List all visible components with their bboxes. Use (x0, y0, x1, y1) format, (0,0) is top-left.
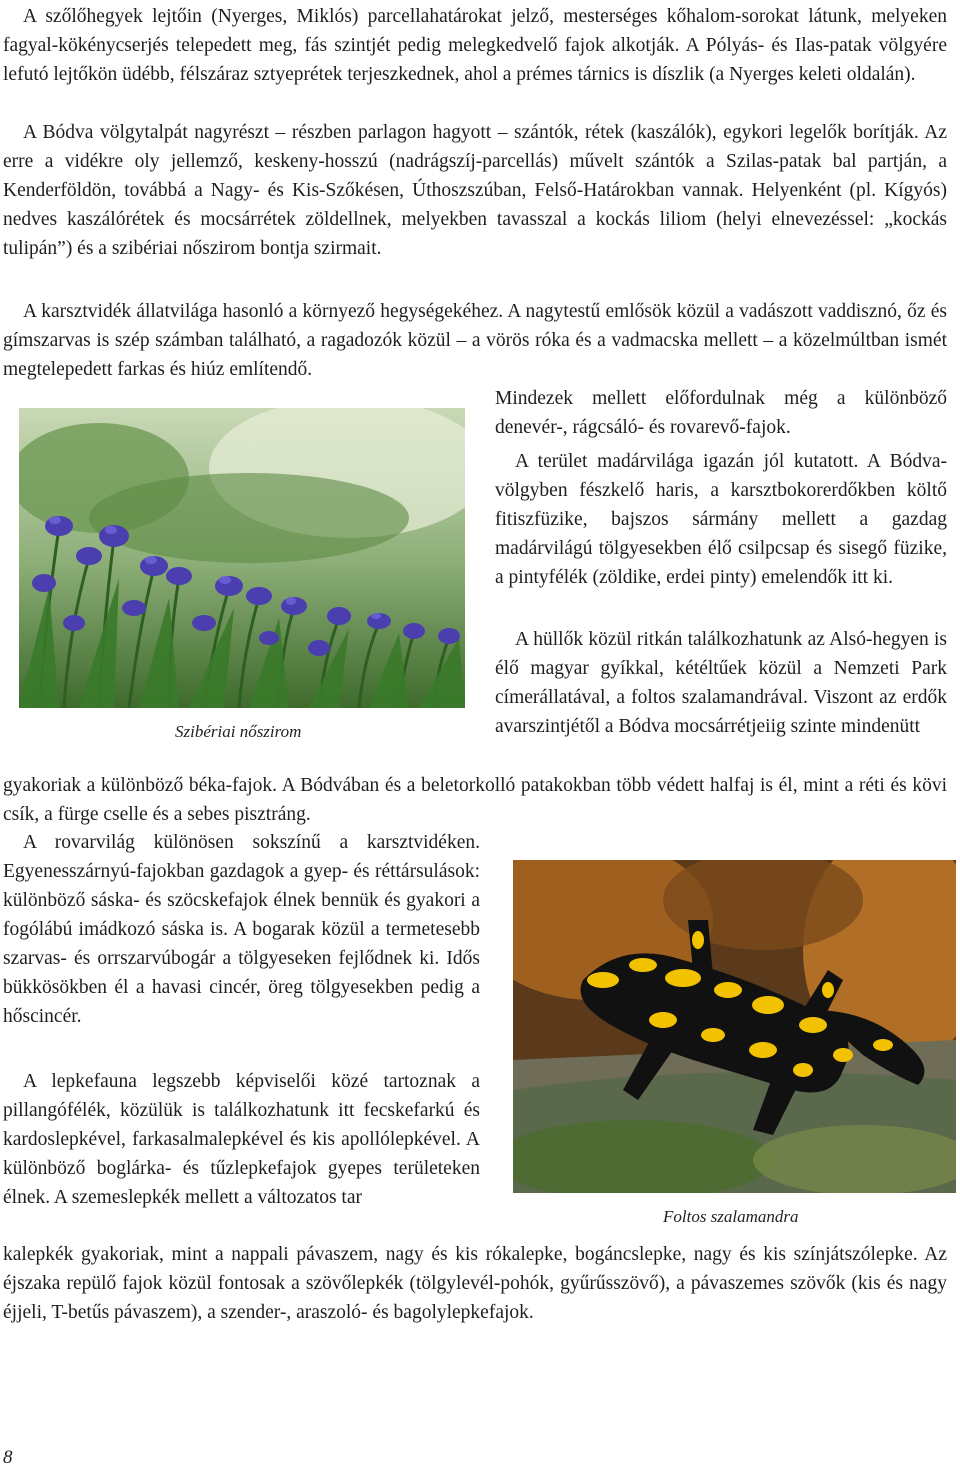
page-number: 8 (3, 1447, 13, 1468)
iris-illustration (19, 408, 465, 708)
iris-caption: Szibériai nőszirom (175, 722, 302, 741)
paragraph-insects: A rovarvilág különösen sokszínű a karsztvidéken. Egyenesszárnyú-fajokban gazdagok a gyep- és réttársulások: különböző sáska- és szöcskefajok élnek bennük és gyakori a fogólábú imádkozó sáska is. A bogarak közül a termetesebb szarvas- és orrszarvúbogár a tölgyeseken fejlődnek ki. Idős bükkösökben él a havasi cincér, öreg tölgyesekben pedig a hőscincér. (3, 832, 480, 1027)
salamander-illustration (513, 860, 956, 1193)
paragraph-fauna: A karsztvidék állatvilága hasonló a környező hegységekéhez. A nagytestű emlősök közül a vadászott vaddisznó, őz és gímszarvas is szép számban található, a ragadozók közül – a vörös róka és a vadmacska mellett – a közelmúltban ismét megtelepedett farkas és hiúz említendő. (3, 301, 947, 380)
paragraph-birds: A terület madárvilága igazán jól kutatott. A Bódva-völgyben fészkelő haris, a karsztbokorerdőkben költő fitiszfüzike, bajszos sármány mellett a gazdag madárvilágú tölgyesekben élő csilpcsap és sisegő füzike, a pintyfélék (zöldike, erdei pinty) emelendők itt ki. (495, 451, 947, 588)
paragraph-bodva-valley: A Bódva völgytalpát nagyrészt – részben parlagon hagyott – szántók, rétek (kaszálók), egykori legelők borítják. Az erre a vidékre oly jellemző, keskeny-hosszú (nadrágszíj-parcellás) művelt szántók a Szilas-patak bal partján, a Kenderföldön, továbbá a Nagy- és Kis-Szőkésen, Úthoszszúban, Felső-Határokban vannak. Helyenként (pl. Kígyós) nedves kaszálórétek és mocsárrétek zöldellnek, melyekben tavasszal a kockás liliom (helyi elnevezéssel: „kockás tulipán”) és a szibériai nőszirom bontja szirmait. (3, 122, 947, 259)
salamander-photo (513, 860, 956, 1193)
salamander-caption: Foltos szalamandra (663, 1207, 799, 1226)
paragraph-reptiles-cont: gyakoriak a különböző béka-fajok. A Bódvában és a beletorkolló patakokban több védett halfaj is él, mint a réti és kövi csík, a fürge cselle és a sebes pisztráng. (3, 775, 947, 825)
paragraph-fauna-cont: Mindezek mellett előfordulnak még a különböző denevér-, rágcsáló- és rovarevő-fajok. (495, 388, 947, 438)
paragraph-intro: A szőlőhegyek lejtőin (Nyerges, Miklós) parcellahatárokat jelző, mesterséges kőhalom-sorokat látunk, melyeken fagyal-kökénycserjés telepedett meg, fás szintjét pedig melegkedvelő fajok alkotják. A Pólyás- és Ilas-patak völgyére lefutó lejtőkön üdébb, félszáraz sztyeprétek terjeszkednek, ahol a prémes tárnics is díszlik (a Nyerges keleti oldalán). (3, 6, 947, 85)
paragraph-butterflies-cont: kalepkék gyakoriak, mint a nappali pávaszem, nagy és kis rókalepke, bogáncslepke, nagy és kis színjátszólepke. Az éjszaka repülő fajok közül fontosak a szövőlepkék (tölgylevél-pohók, gyűrűsszövő), a pávaszemes szövők (kis és nagy éjjeli, T-betűs pávaszem), a szender-, araszoló- és bagolylepkefajok. (3, 1244, 947, 1323)
paragraph-butterflies: A lepkefauna legszebb képviselői közé tartoznak a pillangófélék, közülük is találkozhatunk itt fecskefarkú és kardoslepkével, farkasalmalepkével és kis apollólepkével. A különböző boglárka- és tűzlepkefajok gyepes területeken élnek. A szemeslepkék mellett a változatos tar (3, 1071, 480, 1208)
paragraph-reptiles: A hüllők közül ritkán találkozhatunk az Alsó-hegyen is élő magyar gyíkkal, kétéltűek közül a Nemzeti Park címerállatával, a foltos szalamandrával. Viszont az erdők avarszintjétől a Bódva mocsárrétjeiig szinte mindenütt (495, 629, 947, 737)
iris-photo (19, 408, 465, 708)
